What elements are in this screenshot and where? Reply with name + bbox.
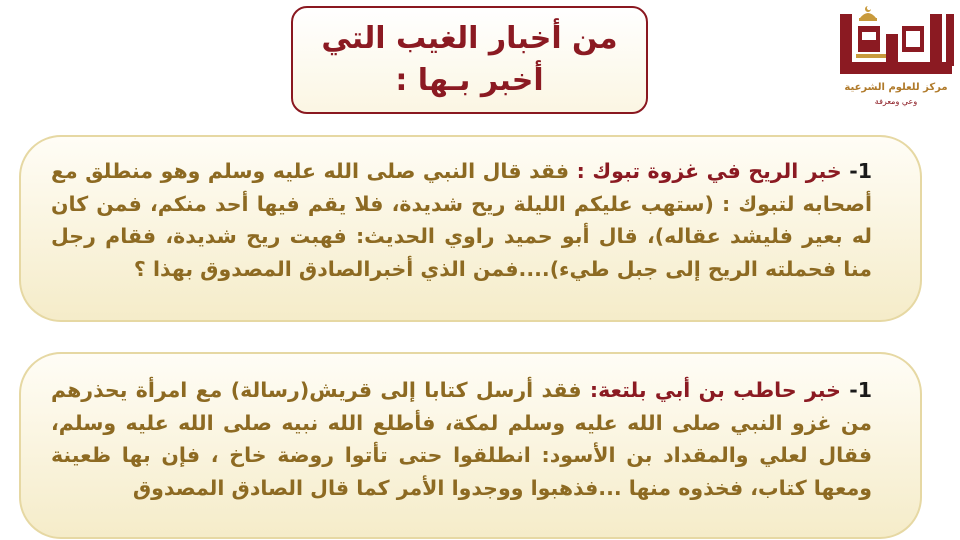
- logo-subtitle: مركز للعلوم الشرعية: [844, 82, 948, 93]
- logo-tagline: وعي ومعرفة: [874, 97, 918, 106]
- logo: [836, 4, 956, 108]
- item-1-colon: :: [569, 159, 593, 183]
- item-card-2: [19, 352, 922, 539]
- title-line-1: من أخبار الغيب التي: [321, 21, 618, 56]
- title-box: [291, 6, 648, 114]
- item-1-number: 1-: [849, 159, 872, 183]
- item-1-text: فقد قال النبي صلى الله عليه وسلم وهو منطلق مع أصحابه لتبوك : (ستهب عليكم الليلة ريح شديدة، فلا يقم فيها أحد منكم، فمن كان له بعير فليشد عقاله)، قال أبو حميد راوي الحديث: فهبت ريح شديدة، فقام رجل منا فحملته الريح إلى جبل طيء)....فمن الذي أخبرالصادق المصدوق بهذا ؟: [51, 159, 872, 281]
- logo-mark-icon: [838, 4, 956, 80]
- item-card-1: [19, 135, 922, 322]
- item-2-number: 1-: [849, 378, 872, 402]
- title-line-2: أخبر بـها :: [395, 63, 544, 98]
- item-1-heading: خبر الريح في غزوة تبوك: [592, 159, 842, 183]
- item-2-text: فقد أرسل كتابا إلى قريش(رسالة) مع امرأة يحذرهم من غزو النبي صلى الله عليه وسلم لمكة، فأطلع الله نبيه صلى الله عليه وسلم، فقال لعلي والمقداد بن الأسود: انطلقوا حتى تأتوا روضة خاخ ، فإن بها ظعينة ومعها كتاب، فخذوه منها ...فذهبوا ووجدوا الأمر كما قال الصادق المصدوق: [51, 378, 872, 500]
- item-2-heading: خبر حاطب بن أبي بلتعة: [598, 378, 841, 402]
- item-2-colon: :: [581, 378, 599, 402]
